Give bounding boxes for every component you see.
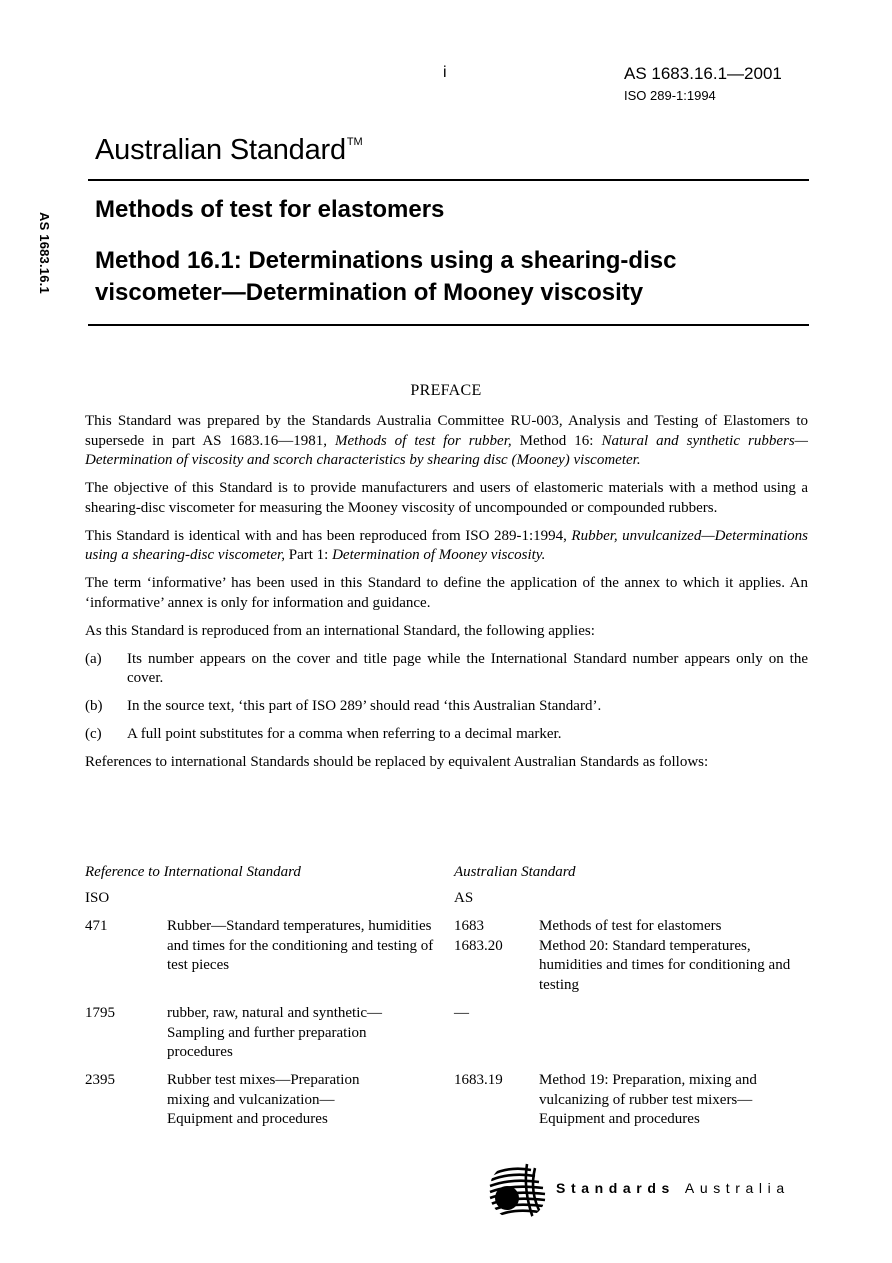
as-title-cell: Method 19: Preparation, mixing and vulcanizing of rubber test mixers— Equipment and procedures xyxy=(539,1072,757,1127)
iso-number: ISO 289-1:1994 xyxy=(624,88,716,103)
iso-title-cell: rubber, raw, natural and synthetic— Sampling and further preparation procedures xyxy=(167,1005,383,1060)
preface-paragraph-5: As this Standard is reproduced from an international Standard, the following applies: xyxy=(85,622,595,639)
method-title xyxy=(95,245,815,309)
table-header-row xyxy=(85,863,808,889)
iso-number-cell: 471 xyxy=(85,918,108,934)
iso-label: ISO xyxy=(85,890,110,906)
table-row xyxy=(85,1071,808,1131)
preface-body xyxy=(85,412,808,781)
list-text: Its number appears on the cover and title page while the International Standard number appears only on the cover. xyxy=(127,650,808,686)
series-title: Methods of test for elastomers xyxy=(95,196,445,223)
standard-number: AS 1683.16.1—2001 xyxy=(624,64,782,83)
table-subheader-row xyxy=(85,889,808,917)
list-item xyxy=(85,650,808,689)
preface-paragraph-6: References to international Standards should be replaced by equivalent Australian Standards as follows: xyxy=(85,754,709,770)
as-number-cell: 1683 1683.20 xyxy=(454,918,503,954)
method-title-line2: viscometer—Determination of Mooney viscosity xyxy=(95,279,644,306)
list-marker: (c) xyxy=(85,726,102,742)
as-title-cell: Methods of test for elastomers Method 20: Standard temperatures, humidities and times for conditioning and testing xyxy=(539,918,791,993)
page-number: i xyxy=(443,64,447,81)
logo-wordmark xyxy=(556,1180,790,1196)
p3-text: This Standard is identical with and has been reproduced from ISO 289-1:1994, xyxy=(85,527,572,544)
table-row xyxy=(85,1004,808,1071)
p1-text: This Standard was prepared by the Standards Australia Committee RU-003, Analysis and Testing of Elastomers to supersede in part AS 1683.16—1981, xyxy=(85,413,808,449)
p1-title-italic: Methods of test for rubber, xyxy=(335,432,512,449)
list-text: A full point substitutes for a comma when referring to a decimal marker. xyxy=(127,726,562,742)
list-marker: (b) xyxy=(85,698,103,714)
preface-paragraph-3 xyxy=(85,527,808,566)
list-marker: (a) xyxy=(85,650,102,667)
p3-title-italic: Rubber, unvulcanized—Determinations using a shearing-disc viscometer, xyxy=(85,527,808,563)
p3-subtitle-italic: Determination of Mooney viscosity. xyxy=(332,547,546,563)
title-rule-bottom xyxy=(88,324,809,326)
p1-subtitle-italic: Natural and synthetic rubbers—Determination of viscosity and scorch characteristics by shearing disc (Mooney) viscometer. xyxy=(85,432,808,468)
table-row xyxy=(85,917,808,1004)
trademark-mark: TM xyxy=(346,136,363,148)
standards-australia-logo-icon xyxy=(487,1160,549,1222)
as-number-cell: 1683.19 xyxy=(454,1072,503,1088)
list-text: In the source text, ‘this part of ISO 289’ should read ‘this Australian Standard’. xyxy=(127,698,602,714)
p3-part: Part 1: xyxy=(284,547,333,563)
list-item xyxy=(85,697,808,717)
iso-number-cell: 2395 xyxy=(85,1072,115,1088)
title-rule-top xyxy=(88,179,809,181)
list-item xyxy=(85,725,808,745)
p1-method: Method 16: xyxy=(511,432,602,449)
preface-paragraph-1 xyxy=(85,412,808,471)
col-international-header: Reference to International Standard xyxy=(85,864,301,880)
iso-title-cell: Rubber—Standard temperatures, humidities and times for the conditioning and testing of test pieces xyxy=(167,918,434,973)
brand-title xyxy=(95,134,362,167)
preface-paragraph-4: The term ‘informative’ has been used in this Standard to define the application of the annex to which it applies. An ‘informative’ annex is only for information and guidance. xyxy=(85,575,808,611)
as-number-cell: — xyxy=(454,1005,469,1021)
method-title-line1: Method 16.1: Determinations using a shearing-disc xyxy=(95,247,677,274)
brand-title-text: Australian Standard xyxy=(95,134,346,166)
preface-heading: PREFACE xyxy=(410,382,482,399)
reference-table xyxy=(85,863,808,1131)
iso-number-cell: 1795 xyxy=(85,1005,115,1021)
preface-paragraph-2: The objective of this Standard is to provide manufacturers and users of elastomeric materials with a method using a shearing-disc viscometer for measuring the Mooney viscosity of uncompounded or compounded rubbers. xyxy=(85,480,808,516)
logo-word-standards: Standards xyxy=(556,1180,675,1196)
col-australian-header: Australian Standard xyxy=(454,864,576,880)
as-label: AS xyxy=(454,890,474,906)
logo-word-australia: Australia xyxy=(684,1180,790,1196)
side-label: AS 1683.16.1 xyxy=(37,212,52,294)
iso-title-cell: Rubber test mixes—Preparation mixing and vulcanization— Equipment and procedures xyxy=(167,1072,360,1127)
